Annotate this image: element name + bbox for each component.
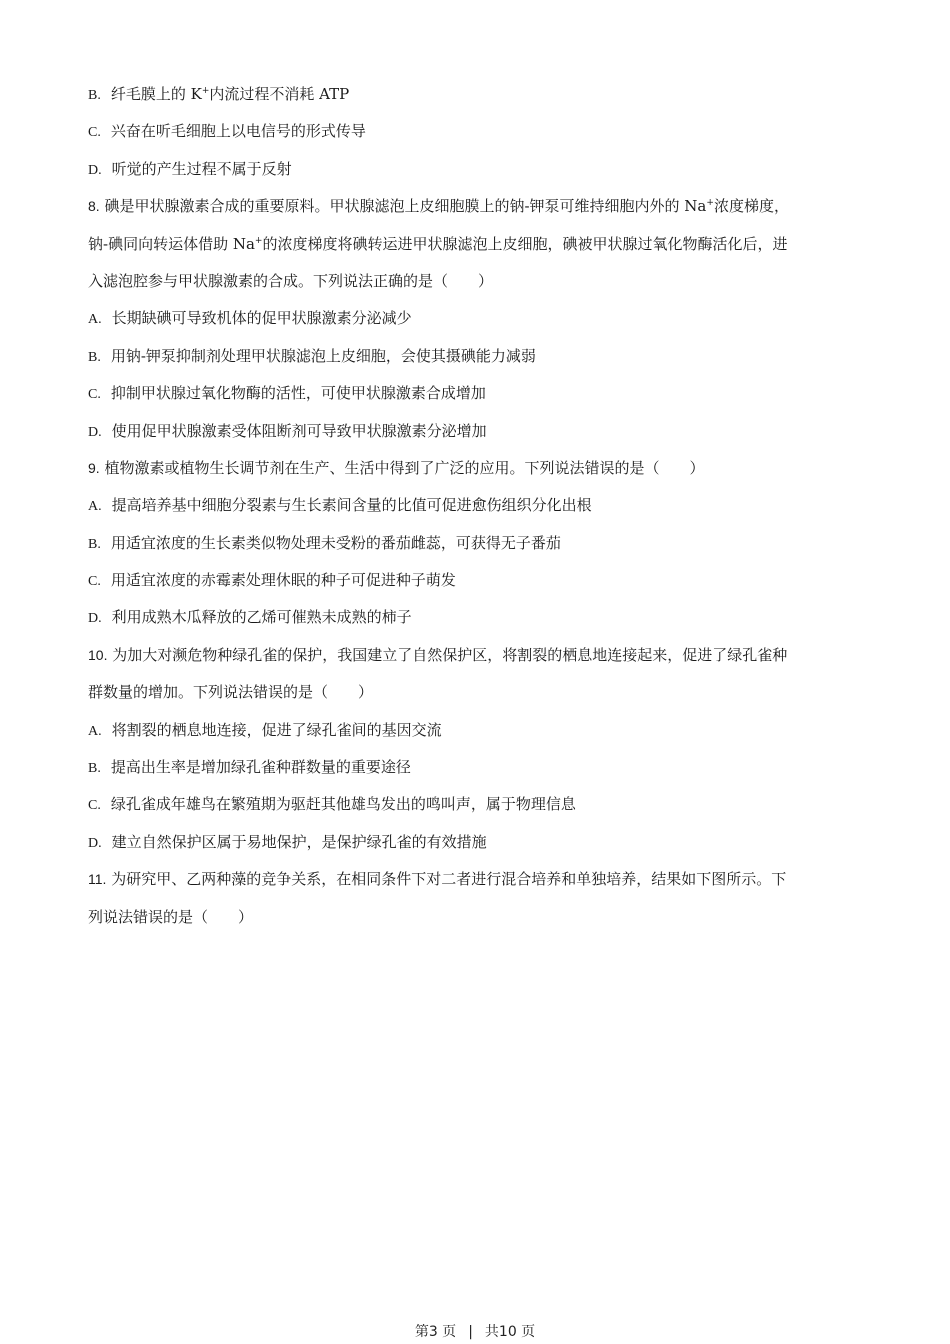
stem-text: 浓度梯度， xyxy=(713,197,789,216)
option-text: 用适宜浓度的赤霉素处理休眠的种子可促进种子萌发 xyxy=(110,571,456,590)
q8-option-d xyxy=(88,413,878,450)
stem-text: 群数量的增加。下列说法错误的是（ ） xyxy=(88,683,374,702)
question-number: 9. xyxy=(88,459,100,476)
question-number: 11. xyxy=(88,871,107,888)
q8-option-a xyxy=(88,300,878,337)
option-label: C. xyxy=(88,574,101,590)
q10-option-b xyxy=(88,749,878,786)
q8-stem-line-1 xyxy=(88,188,878,225)
option-text: 长期缺碘可导致机体的促甲状腺激素分泌减少 xyxy=(111,309,412,328)
q8-stem-line-2 xyxy=(88,226,878,263)
page-footer xyxy=(0,1321,950,1341)
option-label: C. xyxy=(88,125,101,141)
page-number: 第3 页 xyxy=(414,1324,457,1340)
stem-text: 为加大对濒危物种绿孔雀的保护，我国建立了自然保护区，将割裂的栖息地连接起来，促进了绿孔雀种 xyxy=(112,645,788,664)
option-text: 听觉的产生过程不属于反射 xyxy=(111,159,292,178)
option-text: 绿孔雀成年雄鸟在繁殖期为驱赶其他雄鸟发出的鸣叫声，属于物理信息 xyxy=(110,795,576,814)
option-text: 用适宜浓度的生长素类似物处理未受粉的番茄雌蕊，可获得无子番茄 xyxy=(110,533,561,552)
option-label: D. xyxy=(88,835,102,851)
q8-option-c xyxy=(88,375,878,412)
q9-option-b xyxy=(88,525,878,562)
stem-text: 为研究甲、乙两种藻的竞争关系，在相同条件下对二者进行混合培养和单独培养，结果如下图所示。下 xyxy=(111,870,787,889)
question-number: 10. xyxy=(88,646,108,663)
option-text: 将割裂的栖息地连接，促进了绿孔雀间的基因交流 xyxy=(111,720,442,739)
option-label: C. xyxy=(88,798,101,814)
q7-option-b xyxy=(88,76,878,113)
option-text-post: 内流过程不消耗 ATP xyxy=(209,85,350,103)
option-label: B. xyxy=(88,761,101,777)
option-text: 用钠-钾泵抑制剂处理甲状腺滤泡上皮细胞，会使其摄碘能力减弱 xyxy=(110,346,536,365)
option-label: D. xyxy=(88,424,102,440)
q10-option-d xyxy=(88,824,878,861)
option-text-pre: 纤毛膜上的 K xyxy=(110,85,202,103)
option-label: B. xyxy=(88,88,101,103)
q9-option-d xyxy=(88,599,878,636)
stem-text: 的浓度梯度将碘转运进甲状腺滤泡上皮细胞，碘被甲状腺过氧化物酶活化后，进 xyxy=(262,234,788,253)
stem-text: 入滤泡腔参与甲状腺激素的合成。下列说法正确的是（ ） xyxy=(88,271,494,290)
stem-text: 钠-碘同向转运体借助 Na xyxy=(88,234,255,253)
stem-text: 碘是甲状腺激素合成的重要原料。甲状腺滤泡上皮细胞膜上的钠-钾泵可维持细胞内外的 Na xyxy=(104,197,707,216)
q9-option-c xyxy=(88,562,878,599)
q7-option-d xyxy=(88,151,878,188)
q10-stem-line-2 xyxy=(88,674,878,711)
q8-option-b xyxy=(88,338,878,375)
option-label: B. xyxy=(88,536,101,552)
superscript: + xyxy=(706,198,714,209)
option-text: 抑制甲状腺过氧化物酶的活性，可使甲状腺激素合成增加 xyxy=(110,384,486,403)
option-text: 使用促甲状腺激素受体阻断剂可导致甲状腺激素分泌增加 xyxy=(111,421,487,440)
superscript: + xyxy=(254,235,263,246)
option-text: 利用成熟木瓜释放的乙烯可催熟未成熟的柿子 xyxy=(111,608,412,627)
stem-text: 植物激素或植物生长调节剂在生产、生活中得到了广泛的应用。下列说法错误的是（ ） xyxy=(104,458,705,477)
q10-option-a xyxy=(88,712,878,749)
option-text: 提高出生率是增加绿孔雀种群数量的重要途径 xyxy=(110,758,411,777)
option-label: A. xyxy=(88,723,102,739)
question-number: 8. xyxy=(88,198,100,215)
q11-stem-line-1 xyxy=(88,861,878,898)
q9-stem xyxy=(88,450,878,487)
superscript: + xyxy=(201,86,210,96)
q11-stem-line-2 xyxy=(88,899,878,936)
option-text: 提高培养基中细胞分裂素与生长素间含量的比值可促进愈伤组织分化出根 xyxy=(111,496,592,515)
option-label: A. xyxy=(88,499,102,515)
stem-text: 列说法错误的是（ ） xyxy=(88,907,254,926)
q10-option-c xyxy=(88,786,878,823)
option-label: D. xyxy=(88,611,102,627)
option-label: A. xyxy=(88,312,102,328)
option-label: B. xyxy=(88,349,101,365)
option-text: 兴奋在听毛细胞上以电信号的形式传导 xyxy=(110,122,366,141)
question-content xyxy=(88,76,878,936)
q10-stem-line-1 xyxy=(88,637,878,674)
q7-option-c xyxy=(88,113,878,150)
footer-separator: | xyxy=(468,1324,473,1340)
option-label: D. xyxy=(88,162,102,178)
option-label: C. xyxy=(88,387,101,403)
option-text: 建立自然保护区属于易地保护，是保护绿孔雀的有效措施 xyxy=(111,832,487,851)
q9-option-a xyxy=(88,487,878,524)
total-pages: 共10 页 xyxy=(484,1324,536,1340)
q8-stem-line-3 xyxy=(88,263,878,300)
